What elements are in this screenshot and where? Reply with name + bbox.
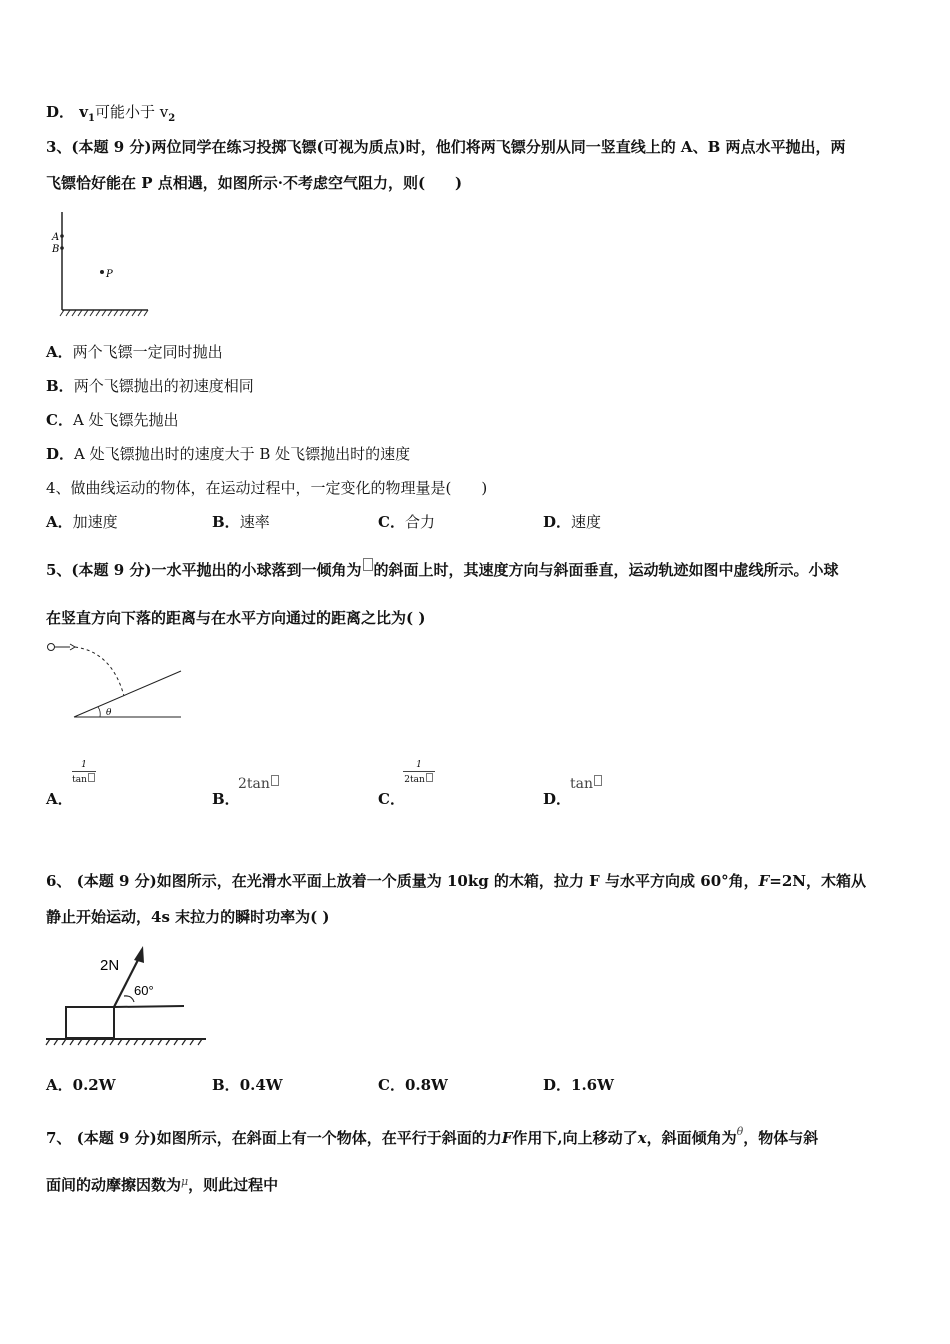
q3-label-a: A <box>52 232 60 243</box>
q4-option-c: C．合力 <box>378 513 435 531</box>
q6-angle-label: 60° <box>134 983 154 998</box>
q4-option-a: A．加速度 <box>46 513 118 531</box>
q5-option-a-fraction: $\frac{1}{\tan}$ <box>72 760 96 785</box>
q6-option-c: C．0.8W <box>378 1076 448 1094</box>
q6-stem-line2: 静止开始运动，4s 末拉力的瞬时功率为( ) <box>46 908 330 926</box>
q5-stem-line2: 在竖直方向下落的距离与在水平方向通过的距离之比为( ) <box>46 609 426 627</box>
theta-placeholder-icon <box>363 558 373 571</box>
q5-option-d-expr: tan <box>570 774 603 794</box>
q4-option-b: B．速率 <box>212 513 270 531</box>
theta-placeholder-icon <box>271 775 279 786</box>
q5-option-c-fraction: $\frac{1}{2\tan}$ <box>403 760 435 785</box>
q3-stem-line1: 3、(本题 9 分)两位同学在练习投掷飞镖(可视为质点)时，他们将两飞镖分别从同一竖直线上的 A、B 两点水平抛出，两 <box>46 138 846 156</box>
q6-option-d: D．1.6W <box>543 1076 614 1094</box>
q3-option-d: D．A 处飞镖抛出时的速度大于 B 处飞镖抛出时的速度 <box>46 445 411 463</box>
q3-stem-line2: 飞镖恰好能在 P 点相遇，如图所示·不考虑空气阻力，则( ) <box>46 174 463 192</box>
q5-stem-line1: 5、(本题 9 分)一水平抛出的小球落到一倾角为 的斜面上时，其速度方向与斜面垂直，运动轨迹如图中虚线所示。小球 <box>46 558 839 580</box>
q6-option-b: B．0.4W <box>212 1076 283 1094</box>
q5-theta-label: θ <box>106 708 112 718</box>
q3-label-p: P <box>106 269 113 280</box>
q3-option-c: C．A 处飞镖先抛出 <box>46 411 179 429</box>
q4-stem: 4、做曲线运动的物体，在运动过程中，一定变化的物理量是( ) <box>46 479 488 497</box>
q6-force-label: 2N <box>100 957 120 974</box>
q7-stem-line1: 7、 (本题 9 分)如图所示，在斜面上有一个物体，在平行于斜面的力F作用下,向上移动了x，斜面倾角为$^\theta$，物体与斜 <box>46 1125 819 1147</box>
q4-option-d: D．速度 <box>543 513 602 531</box>
q3-label-b: B <box>52 244 60 255</box>
theta-placeholder-icon <box>426 773 433 782</box>
q5-option-d-label: D． <box>543 790 572 808</box>
q6-figure <box>44 940 214 1048</box>
q5-figure <box>44 638 189 724</box>
q5-option-c-label: C． <box>378 790 405 808</box>
theta-placeholder-icon <box>88 773 95 782</box>
q3-figure <box>46 208 156 320</box>
theta-placeholder-icon <box>594 775 602 786</box>
q5-option-a-label: A． <box>46 790 73 808</box>
q7-stem-line2: 面间的动摩擦因数为$^\mu$，则此过程中 <box>46 1175 279 1194</box>
q6-stem-line1: 6、 (本题 9 分)如图所示，在光滑水平面上放着一个质量为 10kg 的木箱，拉力 F 与水平方向成 60°角，F=2N，木箱从 <box>46 872 867 890</box>
q2-option-d: D． $v_1$可能小于 $v_2$ <box>46 103 176 124</box>
q5-option-b-label: B． <box>212 790 240 808</box>
q3-option-b: B．两个飞镖抛出的初速度相同 <box>46 377 254 395</box>
q3-option-a: A．两个飞镖一定同时抛出 <box>46 343 223 361</box>
q5-option-b-expr: 2tan <box>238 774 280 794</box>
q6-option-a: A．0.2W <box>46 1076 116 1094</box>
